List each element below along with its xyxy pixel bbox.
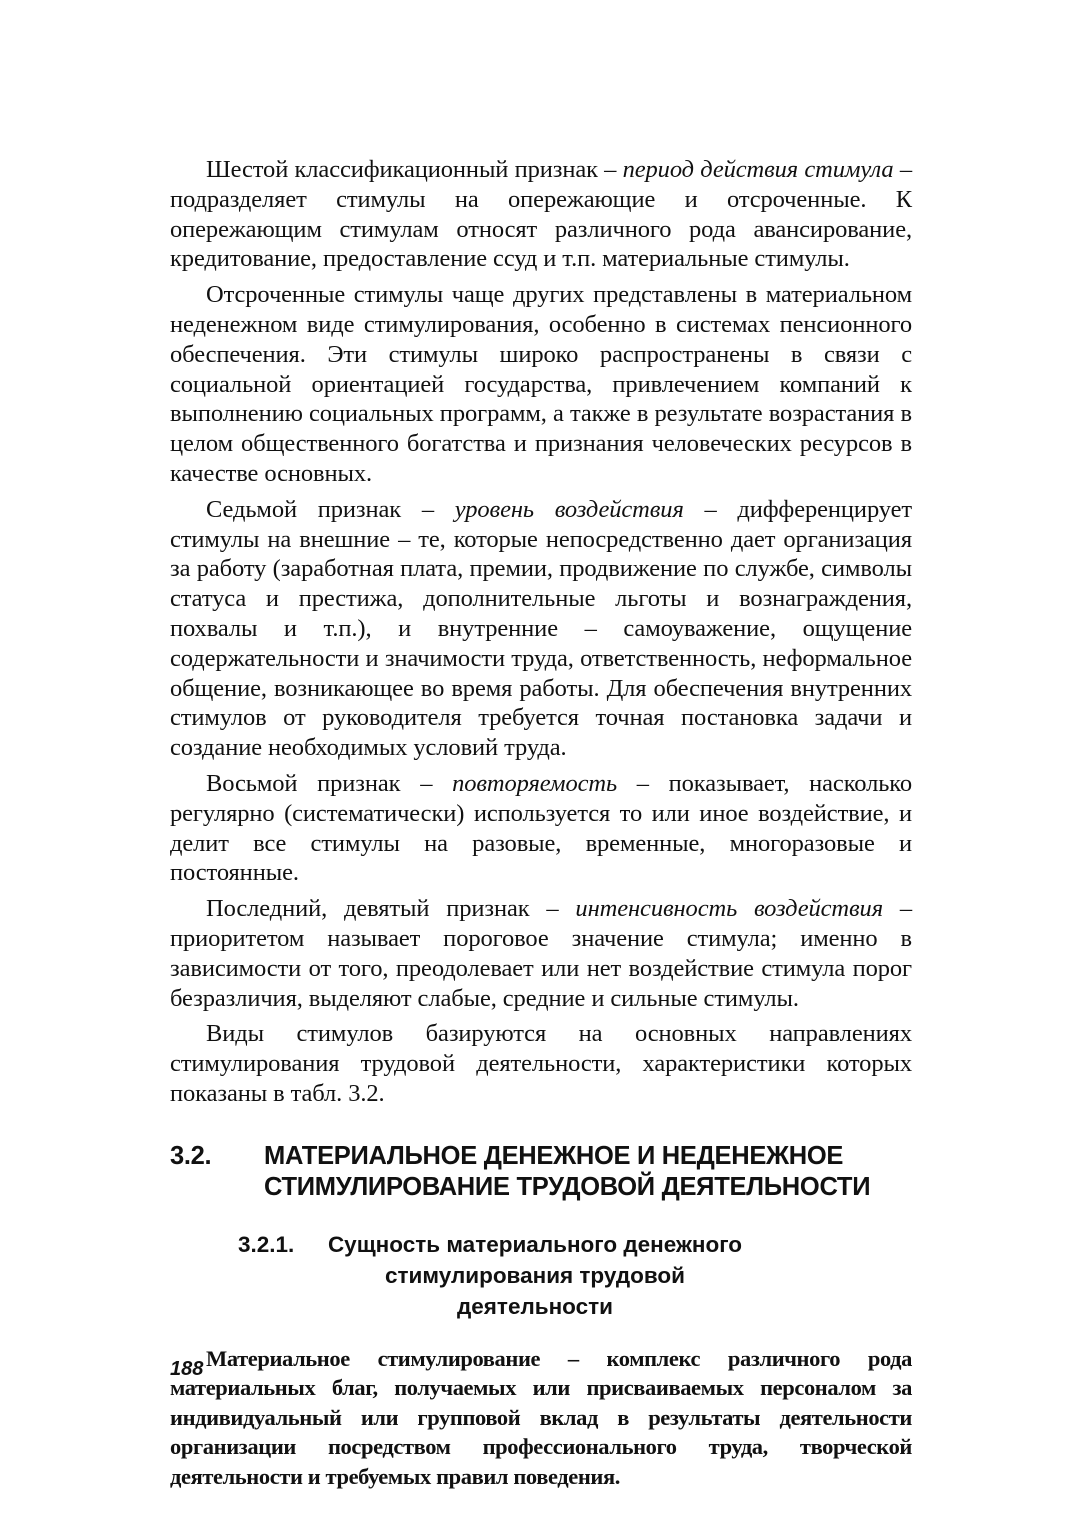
paragraph-eighth-criterion xyxy=(170,769,912,888)
section-number: 3.2. xyxy=(170,1141,212,1170)
section-heading xyxy=(170,1141,912,1203)
italic-term: уровень воздействия xyxy=(454,495,684,523)
paragraph-lead: Шестой классификационный признак – xyxy=(206,156,623,183)
paragraph-ninth-criterion xyxy=(170,894,912,1013)
italic-term: интенсивность воздействия xyxy=(575,895,884,923)
paragraph-rest: – подразделяет стимулы на опережающие и отсроченные. К опережающим стимулам относят различного рода авансирование, кредитование, предоставление ссуд и т.п. материальные стимулы. xyxy=(170,156,912,273)
definition-paragraph: Материальное стимулирование – комплекс различного рода материальных благ, получаемых или присваиваемых персоналом за индивидуальный или групповой вклад в результаты деятельности организации посредством профессионального труда, творческой деятельности и требуемых правил поведения. xyxy=(170,1345,912,1489)
paragraph-rest: – приоритетом называет пороговое значение стимула; именно в зависимости от того, преодолевает или нет воздействие стимула порог безразличия, выделяют слабые, средние и сильные стимулы. xyxy=(170,895,913,1012)
italic-term: период действия стимула xyxy=(622,156,894,183)
subsection-heading xyxy=(238,1229,912,1322)
subsection-title: Сущность материального денежного стимулирования трудовой деятельности xyxy=(327,1231,743,1319)
italic-term: повторяемость xyxy=(452,769,618,797)
subsection-number: 3.2.1. xyxy=(238,1231,295,1257)
paragraph-lead: Восьмой признак – xyxy=(206,769,453,797)
paragraph-sixth-criterion xyxy=(170,155,912,274)
paragraph-seventh-criterion xyxy=(170,495,912,763)
paragraph-rest: – показывает, насколько регулярно (систематически) используется то или иное воздействие, и делит все стимулы на разовые, временные, многоразовые и постоянные. xyxy=(170,769,913,887)
paragraph-stimuli-types: Виды стимулов базируются на основных направлениях стимулирования трудовой деятельности, характеристики которых показаны в табл. 3.2. xyxy=(170,1020,912,1107)
paragraph-lead: Последний, девятый признак – xyxy=(206,895,576,923)
paragraph-deferred-stimuli: Отсроченные стимулы чаще других представлены в материальном неденежном виде стимулирования, особенно в системах пенсионного обеспечения. Эти стимулы широко распространены в связи с социальной ориентацией государства, привлечением компаний к выполнению социальных программ, а также в результате возрастания в целом общественного богатства и признания человеческих ресурсов в качестве основных. xyxy=(170,281,912,487)
paragraph-rest: – дифференцирует стимулы на внешние – те, которые непосредственно дает организация за работу (заработная плата, премии, продвижение по службе, символы статуса и престижа, дополнительные льготы и вознаграждения, похвалы и т.п.), и внутренние – самоуважение, ощущение содержательности и значимости труда, ответственность, неформальное общение, возникающее во время работы. Для обеспечения внутренних стимулов от руководителя требуется точная постановка задачи и создание необходимых условий труда. xyxy=(170,495,912,762)
page-number: 188 xyxy=(170,1358,204,1380)
text-column xyxy=(170,155,912,1491)
section-title: МАТЕРИАЛЬНОЕ ДЕНЕЖНОЕ И НЕДЕНЕЖНОЕ СТИМУЛИРОВАНИЕ ТРУДОВОЙ ДЕЯТЕЛЬНОСТИ xyxy=(264,1141,871,1201)
paragraph-lead: Седьмой признак – xyxy=(206,495,455,523)
